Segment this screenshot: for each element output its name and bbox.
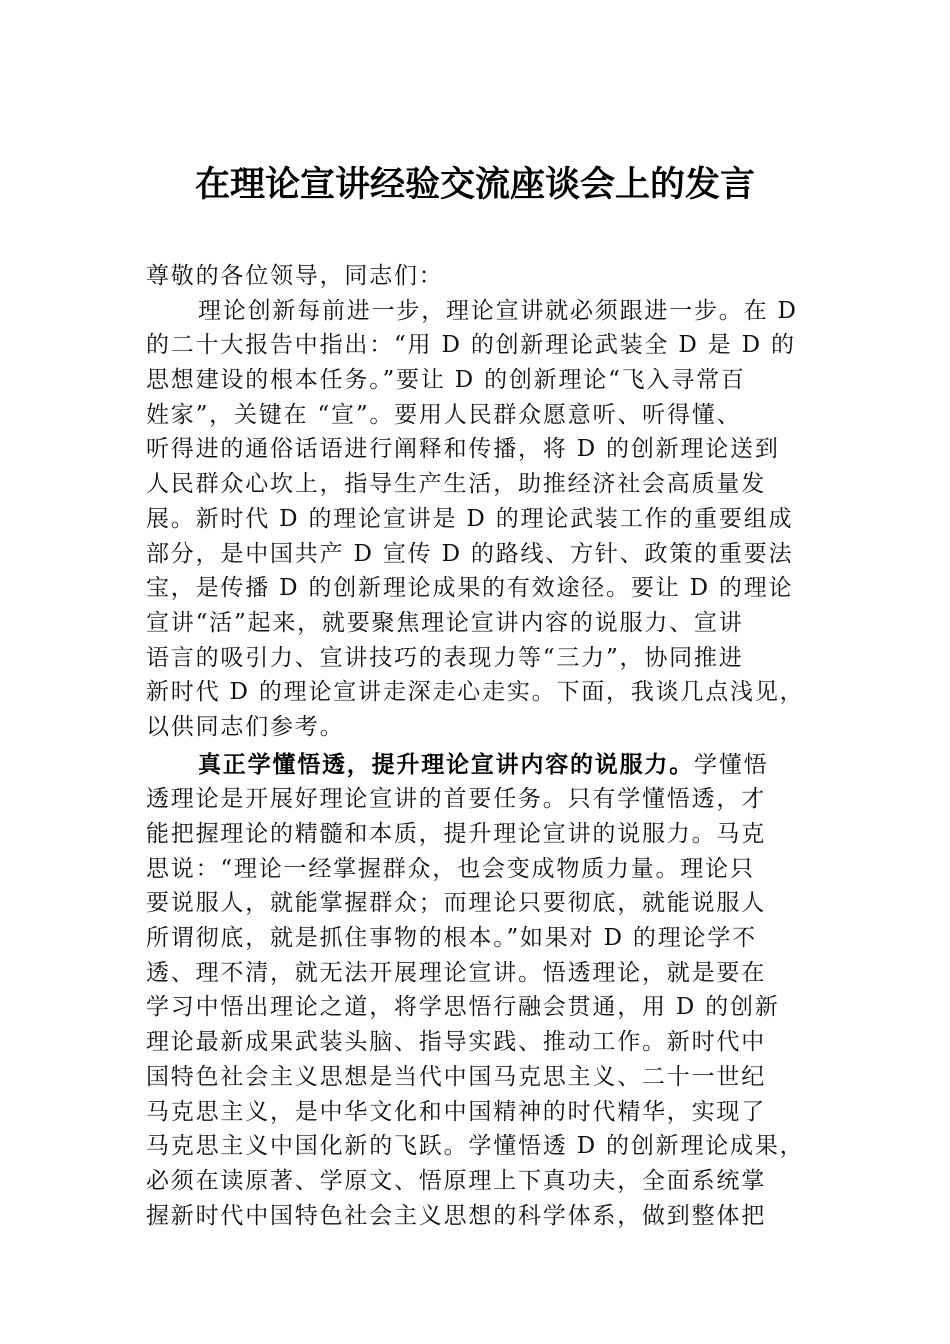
paragraph-line: 的二十大报告中指出：“用 D 的创新理论武装全 D 是 D 的 — [146, 332, 796, 359]
section-heading: 真正学懂悟透，提升理论宣讲内容的说服力。 — [198, 750, 694, 778]
paragraph-line: 理论最新成果武装头脑、指导实践、推动工作。新时代中 — [146, 1029, 766, 1056]
paragraph-line: 部分，是中国共产 D 宣传 D 的路线、方针、政策的重要法 — [146, 540, 794, 567]
paragraph-line: 思说：“理论一经掌握群众，也会变成物质力量。理论只 — [146, 855, 755, 882]
paragraph-line: 以供同志们参考。 — [146, 713, 345, 740]
paragraph-text: 学懂悟 — [694, 751, 769, 778]
paragraph-line: 展。新时代 D 的理论宣讲是 D 的理论武装工作的重要组成 — [146, 505, 794, 532]
paragraph-line: 所谓彻底，就是抓住事物的根本。”如果对 D 的理论学不 — [146, 925, 757, 952]
paragraph-line: 透理论是开展好理论宣讲的首要任务。只有学懂悟透，才 — [146, 786, 766, 813]
paragraph-line: 思想建设的根本任务。”要让 D 的创新理论“飞入寻常百 — [146, 367, 746, 394]
paragraph-1 — [146, 294, 812, 745]
paragraph-2 — [146, 748, 812, 1234]
paragraph-line: 新时代 D 的理论宣讲走深走心走实。下面，我谈几点浅见， — [146, 679, 805, 706]
paragraph-line: 宝，是传播 D 的创新理论成果的有效途径。要让 D 的理论 — [146, 575, 794, 602]
paragraph-line: 必须在读原著、学原文、悟原理上下真功夫，全面系统掌 — [146, 1167, 766, 1194]
paragraph-line: 理论创新每前进一步，理论宣讲就必须跟进一步。在 D — [198, 297, 798, 324]
paragraph-line: 马克思主义，是中华文化和中国精神的时代精华，实现了 — [146, 1098, 766, 1125]
paragraph-line: 国特色社会主义思想是当代中国马克思主义、二十一世纪 — [146, 1063, 766, 1090]
paragraph-line: 透、理不清，就无法开展理论宣讲。悟透理论，就是要在 — [146, 959, 766, 986]
paragraph-line: 要说服人，就能掌握群众；而理论只要彻底，就能说服人 — [146, 890, 766, 917]
paragraph-line: 姓家”，关键在 “宣”。要用人民群众愿意听、听得懂、 — [146, 401, 742, 428]
paragraph-line: 马克思主义中国化新的飞跃。学懂悟透 D 的创新理论成果， — [146, 1133, 805, 1160]
paragraph-line: 听得进的通俗话语进行阐释和传播，将 D 的创新理论送到 — [146, 436, 780, 463]
document-body — [146, 259, 812, 1233]
document-title: 在理论宣讲经验交流座谈会上的发言 — [194, 164, 755, 205]
paragraph-line: 握新时代中国特色社会主义思想的科学体系，做到整体把 — [146, 1202, 766, 1229]
paragraph-line: 人民群众心坎上，指导生产生活，助推经济社会高质量发 — [146, 471, 766, 498]
paragraph-line: 宣讲“活”起来，就要聚焦理论宣讲内容的说服力、宣讲 — [146, 609, 744, 636]
paragraph-line — [146, 748, 812, 783]
salutation: 尊敬的各位领导，同志们： — [146, 263, 444, 289]
paragraph-line: 能把握理论的精髓和本质，提升理论宣讲的说服力。马克 — [146, 821, 766, 847]
paragraph-line: 语言的吸引力、宣讲技巧的表现力等“三力”，协同推进 — [146, 644, 744, 671]
paragraph-line: 学习中悟出理论之道，将学思悟行融会贯通，用 D 的创新 — [146, 994, 780, 1021]
